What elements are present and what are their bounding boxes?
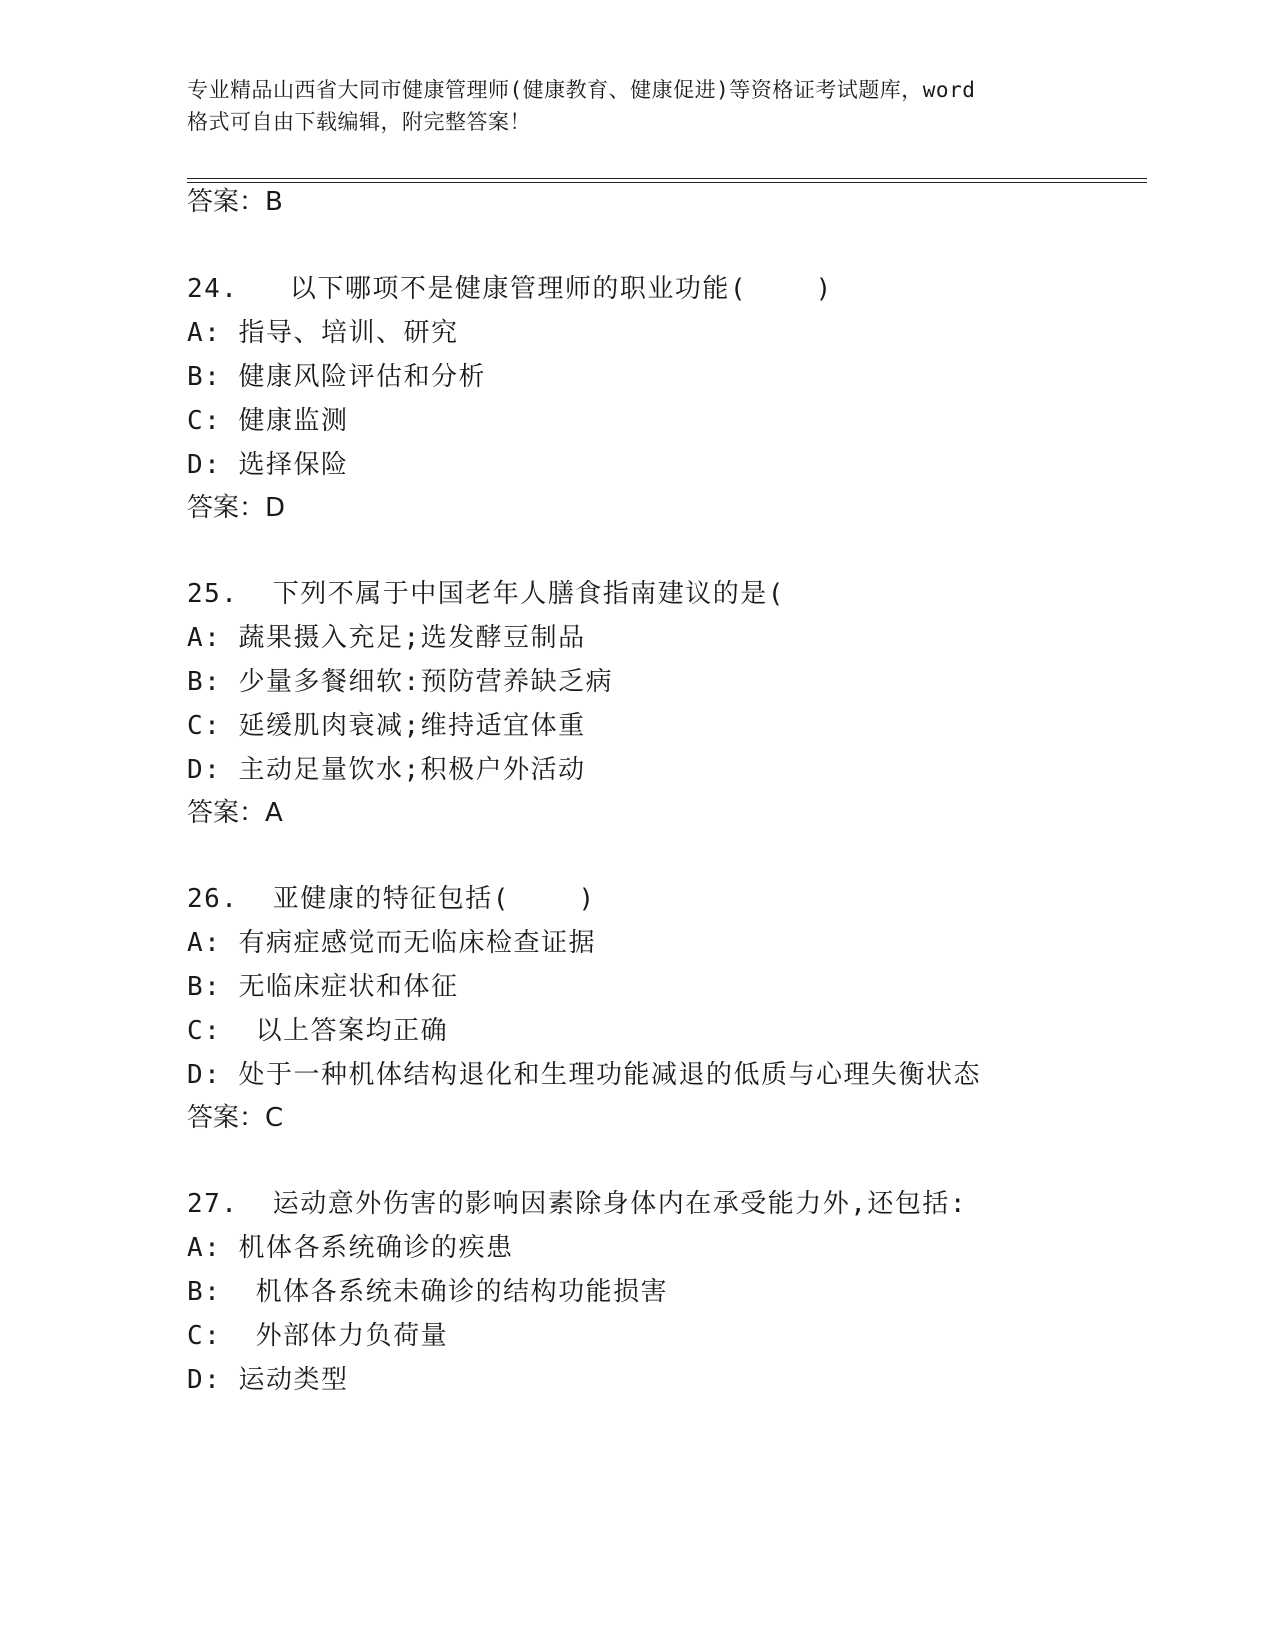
question-26-option-d: D: 处于一种机体结构退化和生理功能减退的低质与心理失衡状态 <box>187 1060 981 1090</box>
question-25-answer: 答案：A <box>187 798 283 828</box>
question-24-option-c: C: 健康监测 <box>187 406 349 436</box>
previous-answer: 答案：B <box>187 187 283 217</box>
question-27-option-a: A: 机体各系统确诊的疾患 <box>187 1233 514 1263</box>
question-24-option-b: B: 健康风险评估和分析 <box>187 362 486 392</box>
question-26-stem: 26. 亚健康的特征包括( ) <box>187 884 596 914</box>
question-27-option-b: B: 机体各系统未确诊的结构功能损害 <box>187 1277 669 1307</box>
question-25-option-a: A: 蔬果摄入充足;选发酵豆制品 <box>187 623 586 653</box>
question-26-answer: 答案：C <box>187 1103 284 1133</box>
header-divider <box>187 178 1147 183</box>
header-line-2: 格式可自由下载编辑，附完整答案！ <box>187 110 531 134</box>
question-27-option-c: C: 外部体力负荷量 <box>187 1321 449 1351</box>
question-24-option-a: A: 指导、培训、研究 <box>187 318 459 348</box>
question-26-option-a: A: 有病症感觉而无临床检查证据 <box>187 928 596 958</box>
question-24-option-d: D: 选择保险 <box>187 450 349 480</box>
question-24-stem: 24. 以下哪项不是健康管理师的职业功能( ) <box>187 274 833 304</box>
question-25-stem: 25. 下列不属于中国老年人膳食指南建议的是( <box>187 579 785 609</box>
question-26-option-b: B: 无临床症状和体征 <box>187 972 459 1002</box>
question-25-option-c: C: 延缓肌肉衰减;维持适宜体重 <box>187 711 586 741</box>
question-26-option-c: C: 以上答案均正确 <box>187 1016 449 1046</box>
question-24-answer: 答案：D <box>187 493 286 523</box>
header-line-1: 专业精品山西省大同市健康管理师(健康教育、健康促进)等资格证考试题库，word <box>187 78 976 102</box>
question-27-stem: 27. 运动意外伤害的影响因素除身体内在承受能力外,还包括: <box>187 1189 968 1219</box>
question-27-option-d: D: 运动类型 <box>187 1365 349 1395</box>
document-header <box>187 74 1087 138</box>
question-25-option-b: B: 少量多餐细软:预防营养缺乏病 <box>187 667 614 697</box>
question-25-option-d: D: 主动足量饮水;积极户外活动 <box>187 755 586 785</box>
